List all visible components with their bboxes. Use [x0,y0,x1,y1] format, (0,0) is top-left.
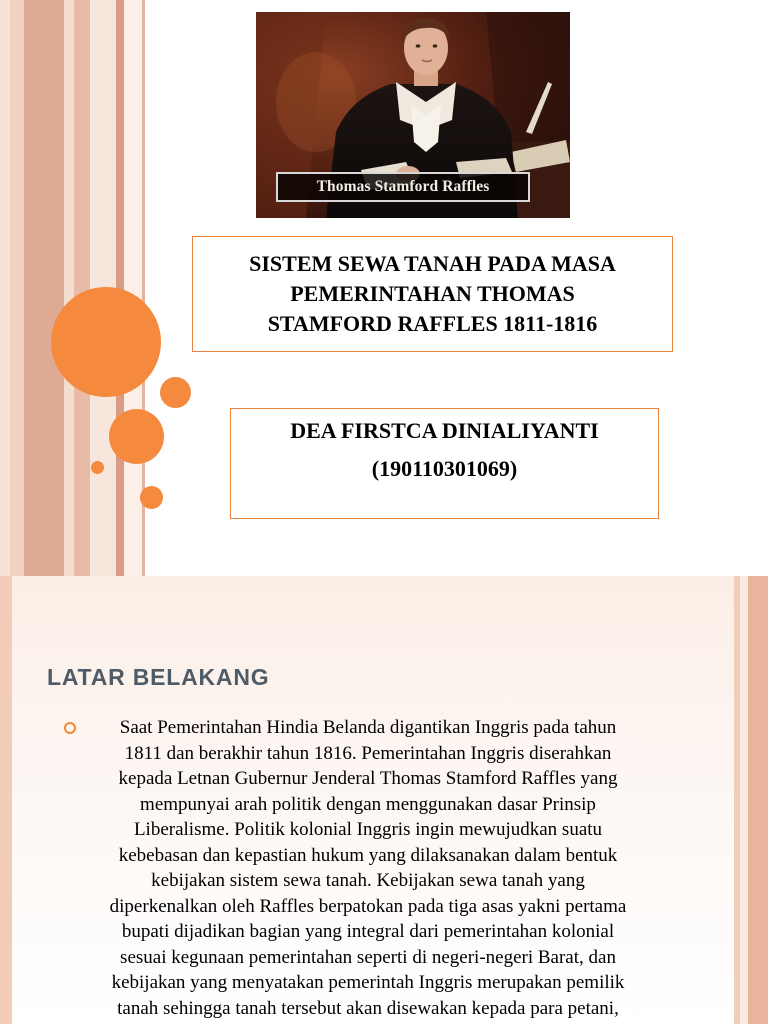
title-line: PEMERINTAHAN THOMAS [290,281,575,306]
section-title: LATAR BELAKANG [47,664,270,690]
title-line: STAMFORD RAFFLES 1811-1816 [267,311,598,336]
body-line: diperkenalkan oleh Raffles berpatokan pada tiga asas yakni pertama [109,895,627,917]
body-line: kebijakan yang menyatakan pemerintah Inggris merupakan pemilik [111,972,625,993]
left-edge-stripe [0,576,12,1024]
slide-2 [0,576,768,1024]
decorative-circle-large [51,287,161,397]
decorative-stripes [0,0,150,576]
author-id: (190110301069) [371,456,518,481]
author-box [230,408,659,519]
portrait-caption-text: Thomas Stamford Raffles [316,178,490,195]
body-line: bupati dijadikan bagian yang integral dari pemerintahan kolonial [121,921,615,942]
body-line: mempunyai arah politik dengan menggunakan dasar Prinsip [140,793,596,815]
body-line: kebebasan dan kepastian hukum yang dilaksanakan dalam bentuk [118,844,618,866]
decorative-circle-small [160,377,191,408]
body-line: kepada Letnan Gubernur Jenderal Thomas Stamford Raffles yang [118,768,618,789]
body-line: Saat Pemerintahan Hindia Belanda digantikan Inggris pada tahun [119,717,617,738]
title-line: SISTEM SEWA TANAH PADA MASA [249,251,616,276]
decorative-circle-small [140,486,163,509]
slide-title [249,249,616,339]
body-paragraph [66,715,670,1021]
title-box [192,236,673,352]
body-line: sesuai kegunaan pemerintahan seperti di negeri-negeri Barat, dan [120,946,616,968]
body-line: Liberalisme. Politik kolonial Inggris ingin mewujudkan suatu [133,819,603,840]
body-line: kebijakan sistem sewa tanah. Kebijakan sewa tanah yang [151,870,585,891]
body-line: tanah sehingga tanah tersebut akan disewakan kepada para petani, [117,997,619,1019]
author-name: DEA FIRSTCA DINIALIYANTI [290,418,599,443]
decorative-circle-tiny [91,461,104,474]
decorative-circle-medium [109,409,164,464]
portrait-caption [276,172,530,202]
body-line: 1811 dan berakhir tahun 1816. Pemerintahan Inggris diserahkan [124,742,612,764]
